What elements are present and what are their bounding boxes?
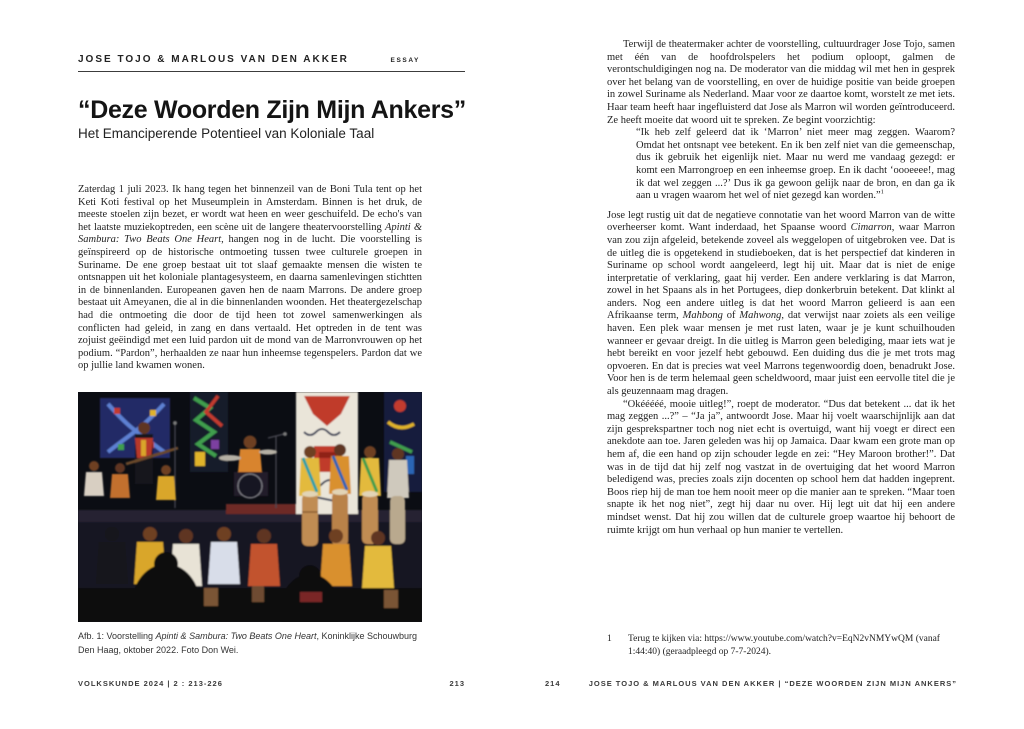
body-paragraph: Jose legt rustig uit dat de negatieve connotatie van het woord Marron van de witte overheerser komt. Want inderdaad, het Spaanse woord Cimarron, waar Marron van zou zijn afgeleid, betekende zoveel als weggelopen of uitgebroken vee. Dat is de uitleg die is opgetekend in studieboeken, dat is het perspectief dat kinderen in Suriname op school wordt aangeleerd, legt hij uit. Maar dat is niet de enige interpretatie of verklaring, gaat hij verder. Een andere verklaring is dat Marron, zowel in het Spaans als in het Portugees, diep donkerbruin betekent. Dat klinkt al anders. Nog een andere uitleg is dat het woord Marron gelieerd is aan een Afrikaanse term, Mahbong of Mahwong, dat verwijst naar zoiets als een veilige haven. Een plek waar mensen je met rust laten, waar je je kunt schuilhouden wanneer er gevaar dreigt. In die uitleg is Marron geen belediging, maar iets wat je hebt bereikt en voor jezelf hebt gebouwd. Een duiding dus die je met trots mag opvoeren. En dat is precies wat veel Marrons tegenwoordig doen, benadrukt Jose. Voor hen is de term helemaal geen scheldwoord, maar juist een eervolle titel die je als geuzennaam mag dragen. — [607, 209, 956, 398]
article-byline-row — [78, 54, 465, 65]
article-title: “Deze Woorden Zijn Mijn Ankers” — [78, 95, 466, 124]
left-page-footer — [78, 679, 465, 688]
right-column-body — [607, 39, 955, 537]
footnote-1 — [607, 633, 955, 659]
category-label: ESSAY — [390, 57, 420, 64]
journal-volume-line: VOLKSKUNDE 2024 | 2 : 213-226 — [78, 679, 223, 688]
block-quote: “Ik heb zelf geleerd dat ik ‘Marron’ niet meer mag zeggen. Waarom? Omdat het ontsnapt vee betekent. En ik ben zelf niet van die gemeenschap, dus ik gebruik het eigenlijk niet. Maar nu werd me vandaag gezegd: er komt een Marrongroep en een inheemse groep. En ik dacht ‘oooeeee!, mag ik dat wel zeggen ...?’ Dus ik ga gewoon gelijk naar de bron, en dan ga ik aan u vragen waarom het wel of niet gezegd kan worden.”$^1$ — [636, 127, 955, 202]
right-page-number: 214 — [545, 679, 561, 688]
body-paragraph: Terwijl de theatermaker achter de voorstelling, cultuurdrager Jose Tojo, samen met één van de hoofdrolspelers het podium oploopt, galmen de verontschuldigingen nog na. De moderator van die middag wil met hen in gesprek over het belang van de voorstelling, en over de huidige positie van beide groepen in zowel Suriname als Nederland. Maar voor ze daartoe komt, worstelt ze met iets. Haar team heeft haar ingefluisterd dat Jose als Marron wil worden geïntroduceerd. Ze heeft moeite dat woord uit te spreken. Ze begint voorzichtig: — [607, 39, 955, 126]
right-page-footer — [545, 679, 957, 688]
authors: JOSE TOJO & MARLOUS VAN DEN AKKER — [78, 54, 349, 65]
body-paragraph-intro: Zaterdag 1 juli 2023. Ik hang tegen het binnenzeil van de Boni Tula tent op het Keti Koti festival op het Museumplein in Amsterdam. Binnen is het druk, de meeste stoelen zijn bezet, er wordt wat heen en weer geschuifeld. De echo's van het laatste muziekoptreden, een scène uit de langere theatervoorstelling Apinti & Sambura: Two Beats One Heart, hangen nog in de lucht. Die voorstelling is geïnspireerd op de historische ontmoeting tussen twee culturele groepen in Suriname. De ene groep bestaat uit tot slaaf gemaakte mensen die wisten te ontsnappen uit het koloniale plantagesysteem, en daarna samenlevingen stichtten in de binnenlanden. Europeanen gaven hen de naam Marrons. De andere groep bestaat uit Ameyanen, die al in die binnenlanden woonden. Het theatergezelschap had die ontmoeting die door de tijd heen tot zowel samenwerkingen als conflicten had geleid, in zang en dans vertaald. Het optreden in de tent was zojuist geëindigd met een luid pardon uit de mond van de Marronvrouwen op het podium. “Pardon”, herhaalden ze naar hun inheemse tegenspelers. Pardon dat we op jullie land kwamen wonen. — [78, 184, 422, 372]
stage-photo-illustration — [78, 392, 422, 622]
running-header: JOSE TOJO & MARLOUS VAN DEN AKKER | “DEZE WOORDEN ZIJN MIJN ANKERS” — [588, 679, 957, 688]
left-page-number: 213 — [449, 679, 465, 688]
body-paragraph: “Okééééé, mooie uitleg!”, roept de moderator. “Dus dat betekent ... dat ik het mag zeggen ...?” – “Ja ja”, antwoordt Jose. Maar hij voelt waarschijnlijk aan dat zijn gesprekspartner toch nog niet echt is overtuigd, want hij voegt er direct een anekdote aan toe. Jaren geleden was hij op Jamaica. Daar kwam een grote man op hem af, die een hand op zijn schouder legde en zei: “Hey Maroon brother!”. Dat was in de tijd dat hij zelf nog vastzat in de overtuiging dat het woord Marron beledigend was, precies zoals zijn docenten op school hem dat hadden ingeprent. Boos riep hij de man toe hem nooit meer op die manier aan te spreken. “Maar toen snapte ik het nog niet”, zegt hij daar nu over. Hij legt uit dat hij een andere mindset wenst. Dat hij zou willen dat de culturele groep waartoe hij behoort de ruimte krijgt om hun verhaal op hun manier te vertellen. — [607, 398, 955, 536]
performance-photo — [78, 392, 422, 622]
figure-1 — [78, 392, 422, 622]
footnote-text: Terug te kijken via: https://www.youtube.com/watch?v=EqN2vNMYwQM (vanaf 1:44:40) (geraadpleegd op 7-7-2024). — [628, 634, 940, 657]
article-subtitle: Het Emanciperende Potentieel van Koloniale Taal — [78, 126, 375, 142]
header-rule — [78, 71, 465, 72]
footnote-number: 1 — [607, 634, 612, 644]
figure-caption: Afb. 1: Voorstelling Apinti & Sambura: Two Beats One Heart, Koninklijke Schouwburg Den Haag, oktober 2022. Foto Don Wei. — [78, 631, 418, 655]
